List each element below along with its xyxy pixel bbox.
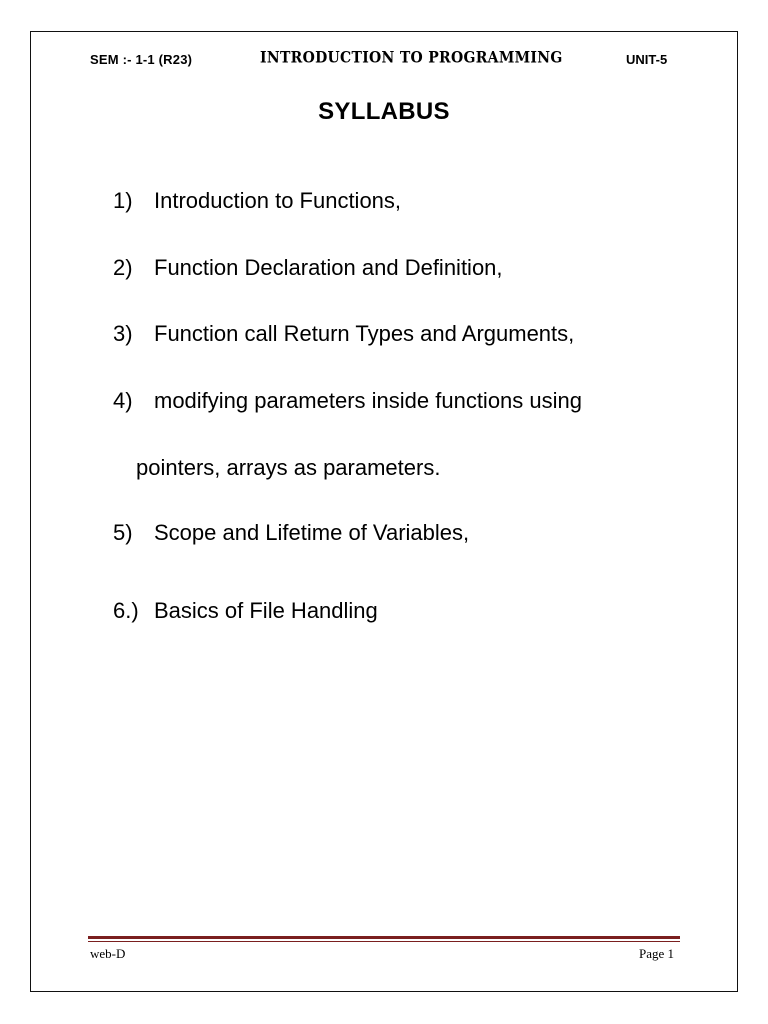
syllabus-item (113, 388, 582, 414)
page-number: Page 1 (639, 946, 675, 961)
syllabus-item-text: Function Declaration and Definition, (154, 255, 503, 280)
header-unit: UNIT-5 (626, 52, 668, 67)
syllabus-item (113, 188, 401, 214)
header-semester: SEM :- 1-1 (R23) (90, 52, 193, 67)
syllabus-item (113, 321, 574, 347)
footer-divider-thin (88, 941, 680, 942)
syllabus-item (113, 598, 378, 624)
syllabus-item-number: 2) (113, 255, 133, 280)
syllabus-item-text: Introduction to Functions, (154, 188, 402, 213)
syllabus-item-number: 4) (113, 388, 133, 413)
syllabus-item-number: 6.) (113, 598, 139, 623)
syllabus-item-number: 3) (113, 321, 133, 346)
syllabus-item-text: pointers, arrays as parameters. (136, 455, 441, 480)
syllabus-item-text: Basics of File Handling (154, 598, 378, 623)
syllabus-item-continuation (136, 455, 440, 481)
page-title: SYLLABUS (318, 98, 450, 125)
footer-divider-thick (88, 936, 680, 939)
syllabus-item-number: 1) (113, 188, 133, 213)
footer-label: web-D (90, 946, 126, 961)
syllabus-item (113, 255, 503, 281)
syllabus-item-number: 5) (113, 520, 133, 545)
syllabus-item-text: Function call Return Types and Arguments, (154, 321, 575, 346)
header-course-title: INTRODUCTION TO PROGRAMMING (260, 49, 563, 67)
syllabus-item-text: Scope and Lifetime of Variables, (154, 520, 470, 545)
syllabus-item-text: modifying parameters inside functions using (154, 388, 583, 413)
syllabus-item (113, 520, 469, 546)
page-border (30, 31, 738, 992)
